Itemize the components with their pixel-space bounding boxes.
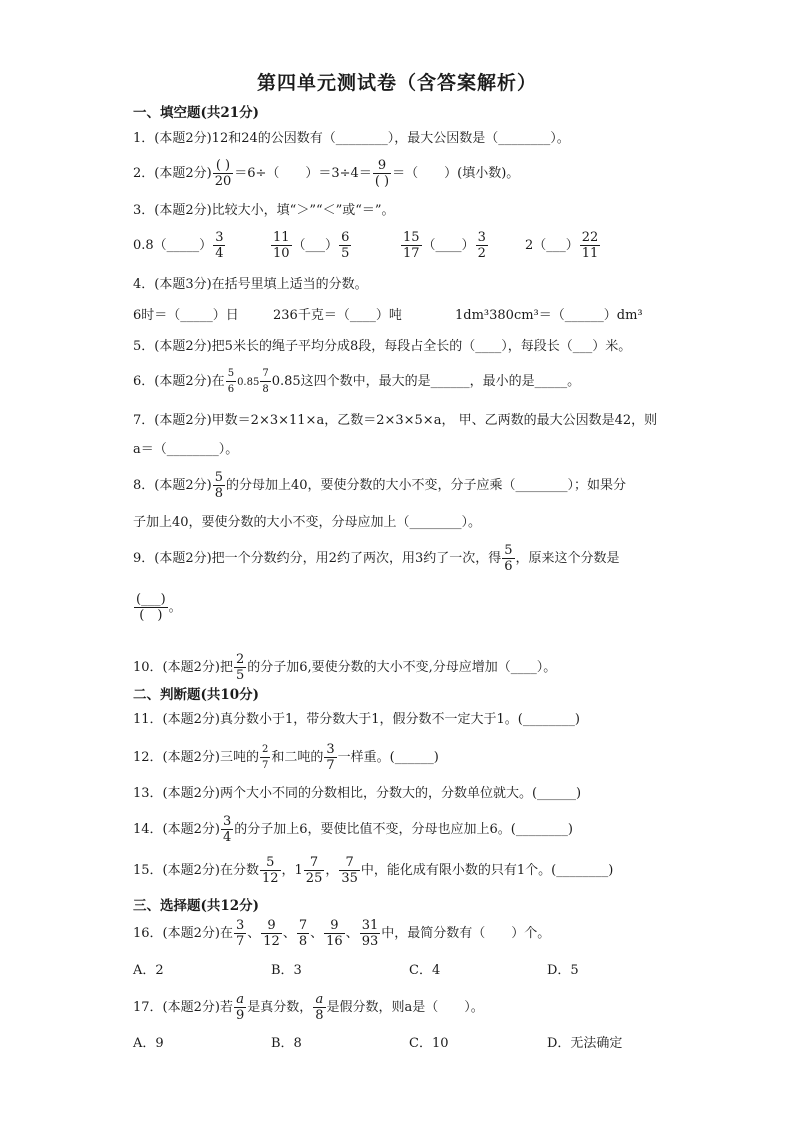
question-4: 4．(本题3分)在括号里填上适当的分数。	[133, 277, 368, 292]
question-6: 6．(本题2分)在 $\frac{5}{6}$ 0.85 $\frac{7}{8}$ 0.85这四个数中，最大的是______，最小的是_____。	[133, 368, 581, 395]
question-9-line-1: 9．(本题2分)把一个分数约分，用2约了两次，用3约了一次，得 $\frac{5}{6}$ ，原来这个分数是	[133, 543, 620, 574]
question-8-line-2: 子加上40，要使分数的大小不变，分母应加上（________）。	[133, 515, 482, 530]
question-12: 12．(本题2分)三吨的 $\frac{2}{7}$ 和二吨的 $\frac{3}{7}$ 一样重。(______)	[133, 742, 439, 773]
option-b[interactable]: B．8	[271, 1036, 302, 1051]
question-13: 13．(本题2分)两个大小不同的分数相比，分数大的，分数单位就大。(______)	[133, 786, 582, 801]
option-d[interactable]: D．5	[547, 963, 579, 978]
question-7-line-2: a＝（________）。	[133, 442, 239, 457]
question-10: 10．(本题2分)把 $\frac{2}{5}$ 的分子加6,要使分数的大小不变,分母应增加（____）。	[133, 652, 557, 683]
question-9-answer: $\frac{(\_\_\_)}{( )}$ 。	[136, 592, 182, 623]
question-16-options	[133, 962, 685, 980]
question-14: 14．(本题2分) $\frac{3}{4}$ 的分子加上6，要使比值不变，分母也应加上6。(________)	[133, 814, 573, 845]
option-b[interactable]: B．3	[271, 963, 302, 978]
question-4-item-c: 1dm³380cm³＝（______）dm³	[455, 308, 643, 323]
question-8-line-1: 8．(本题2分) $\frac{5}{8}$ 的分母加上40，要使分数的大小不变，分子应乘（________）；如果分	[133, 470, 627, 501]
question-3-compare-4: 2（___） $\frac{22}{11}$	[525, 230, 599, 261]
option-a[interactable]: A．2	[133, 963, 164, 978]
question-3: 3．(本题2分)比较大小，填“＞”“＜”或“＝”。	[133, 203, 395, 218]
question-5: 5．(本题2分)把5米长的绳子平均分成8段，每段占全长的（____），每段长（___）米。	[133, 339, 632, 354]
question-3-compare-3: $\frac{15}{17}$ （____） $\frac{3}{2}$	[403, 230, 486, 261]
option-c[interactable]: C．10	[409, 1036, 449, 1051]
question-3-compare-2: $\frac{11}{10}$ （___） $\frac{6}{5}$	[273, 230, 350, 261]
question-3-compare-1: 0.8（_____） $\frac{3}{4}$	[133, 230, 224, 261]
question-2: 2．(本题2分) $\frac{( )}{20}$ ＝6÷（ ）＝3÷4＝ $\frac{9}{( )}$ ＝（ ）(填小数)。	[133, 158, 520, 189]
question-1: 1．(本题2分)12和24的公因数有（________），最大公因数是（________）。	[133, 131, 570, 146]
section-heading-judge: 二、判断题(共10分)	[133, 687, 260, 703]
option-c[interactable]: C．4	[409, 963, 441, 978]
section-heading-fill: 一、填空题(共21分)	[133, 105, 260, 121]
question-11: 11．(本题2分)真分数小于1，带分数大于1，假分数不一定大于1。(________)	[133, 712, 580, 727]
question-16: 16．(本题2分)在 $\frac{3}{7}$ 、 $\frac{9}{12}$ 、 $\frac{7}{8}$ 、 $\frac{9}{16}$ 、 $\frac{31}{93}$ 中，最简分数有（ ）个。	[133, 918, 551, 949]
question-15: 15．(本题2分)在分数 $\frac{5}{12}$ ，1 $\frac{7}{25}$ ， $\frac{7}{35}$ 中，能化成有限小数的只有1个。(________)	[133, 855, 614, 886]
question-4-item-b: 236千克＝（____）吨	[273, 308, 402, 323]
option-a[interactable]: A．9	[133, 1036, 164, 1051]
question-17: 17．(本题2分)若 $\frac{a}{9}$ 是真分数， $\frac{a}{8}$ 是假分数，则a是（ ）。	[133, 992, 484, 1023]
question-7-line-1: 7．(本题2分)甲数＝2×3×11×a，乙数＝2×3×5×a， 甲、乙两数的最大公因数是42，则	[133, 413, 658, 428]
option-d[interactable]: D．无法确定	[547, 1036, 623, 1051]
question-4-item-a: 6时＝（_____）日	[133, 308, 239, 323]
page-title: 第四单元测试卷（含答案解析）	[256, 72, 537, 94]
section-heading-choice: 三、选择题(共12分)	[133, 898, 260, 914]
question-17-options	[133, 1035, 685, 1053]
